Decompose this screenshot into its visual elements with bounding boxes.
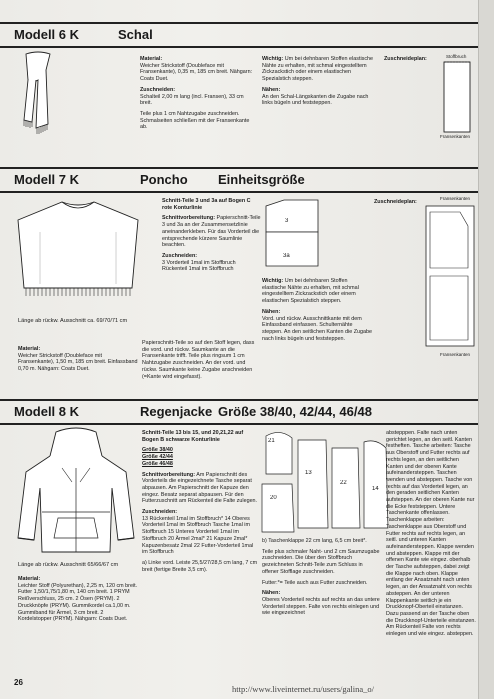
m7-piece-3a: 3a [283,253,290,259]
m7-text-col1 [162,198,262,338]
m8-size: Größe 38/40, 42/44, 46/48 [218,404,372,419]
m8-sewing-heading: Nähen: [262,590,281,597]
m6-cutting-plan [438,54,478,144]
m7-sewing-heading: Nähen: [262,308,281,315]
m7-name: Poncho [140,172,188,187]
watermark: http://www.liveinternet.ru/users/galina_o/ [232,684,375,694]
m6-plan-heading: Zuschneideplan: [384,56,427,62]
m6-sewing-text: An den Schal-Längskanten die Zugabe nach links bügeln und feststeppen. [262,93,369,107]
m8-part-0: 21 [268,438,275,444]
m6-name: Schal [118,27,153,42]
m6-important-heading: Wichtig: [262,56,284,62]
m6-material-text: Weicher Strickstoff (Doubleface mit Fransenkante), 0,35 m, 185 cm breit. Nähgarn: Coats Duet. [140,62,253,83]
m6-material-heading: Material: [140,56,163,62]
m7-plan-label-top: Fransenkanten [440,196,471,201]
m8-cut-text4: Teile plus schmaler Naht- und 2 cm Saumzugabe zuschneiden. Die über den Stoffbruch gezeichneten Schnitt-Teile zum Schluss in offener Stofflage zuschneiden. [262,548,380,575]
m6-text-col2 [262,56,379,126]
m6-cut-heading: Zuschneiden: [140,86,176,93]
m7-title: Modell 7 K [14,172,80,187]
m8-name: Regenjacke [140,404,213,419]
m7-plan-label-bottom: Fransenkanten [440,352,471,357]
m7-material-block [18,346,138,396]
m7-layout-note: Papierschnitt-Teile so auf den Stoff legen, dass die vord. und rückw. Saumkante an die Fransenkante trifft. Teile plus ringsum 1 cm Nahtzugabe zuschneiden. An der vord. und rückw. Saumkante keine Zugabe anschneiden (=Kante wird eingefasst). [142,340,255,380]
m6-text-col1 [140,56,257,156]
m8-lining-text: Futter:*= Teile auch aus Futter zuschneiden. [262,579,368,586]
m6-cut-text: Schalteil 2,00 m lang (incl. Fransen), 33 cm breit. [140,93,244,107]
m8-pattern-heading: Schnitt-Teile 13 bis 15, und 20,21,22 auf Bogen B schwarze Konturlinie [142,430,244,443]
m7-prep-text: Papierschnitt-Teile 3 und 3a an der Zusammensetzlinie aneinanderkleben. Für das Vorderteil die entsprechende kürzere Saumlinie beachten. [162,215,261,249]
m8-text-col3: abstepppen. Falte nach unten gerichtet legen, an den seitl. Kanten festheften. Tasche arbeiten: Tasche aus Oberstoff und Futter rechts auf rechts legen, an den seitlichen Kanten und der oberen Kante aufeinandersteppen. Taschen wenden und absteppen. Tasche von rechts auf das Vorderteil legen, an den geraden seitlichen Kanten aufsteppen. An der oberen Kante nur die Ecke feststeppen. Untere Taschenkante offenlassen. Taschenklappe arbeiten: Taschenklappe aus Oberstoff und Futter rechts auf rechts legen, an seitl. und unteren Kanten aufeinandersteppen. Klappe wenden und absteppen. Klappe mit der offenen Kante wie eingez. oberhalb der Tasche aufsteppen, dabei zeigt die Klappe nach oben. Klappe entlang der Ansatznaht nach unten legen, an der Ansatznaht von rechts absteppen. An der unteren Klappenkante seitlich je ein Druckknopf-Oberteil einstanzen. Dazu passend an der Tasche oben die Druckknopf-Unterteile einstanzen. Am Rückenteil Falte von rechts einlegen und wie eingez. absteppen. [386,430,476,638]
m7-prep-heading: Schnittvorbereitung: [162,215,216,222]
m8-part-3: 20 [270,495,277,501]
next-page-edge [478,0,494,699]
m8-prep-heading: Schnittvorbereitung: [142,471,196,478]
page-number: 26 [14,678,23,687]
m7-piece-3: 3 [285,218,289,224]
m7-text-col2 [262,278,372,378]
m7-sewing-text: Vord. und rückw. Ausschnittkante mit dem Einfassband einfassen. Schulternähte steppen. An den seitlichen Kanten die Zugabe nach links bügeln und feststeppen. [262,315,372,342]
m8-material-block [18,576,138,672]
m6-title: Modell 6 K [14,27,80,42]
rain-jacket-illustration [14,428,140,560]
m8-cut-heading: Zuschneiden: [142,509,178,516]
m8-cut-text3: b) Taschenklappe 22 cm lang, 6,5 cm breit*. [262,538,367,544]
m8-prep-text: Am Papierschnitt des Vorderteils die eingezeichnete Tasche separat abpausen. Am Papierschnitt der Kapuze den eingez. Besatz separat abpausen. Für den Futterzuschnitt am Rückenteil die Falte zulegen. [142,471,258,505]
m8-cut-text2: a) Linke vord. Leiste 25,5/27/28,5 cm lang, 7 cm breit (fertige Breite 3,5 cm). [142,559,258,573]
m8-part-2: 22 [340,480,347,486]
m7-plan-heading: Zuschneideplan: [374,199,417,205]
poncho-illustration [14,196,142,308]
m8-material-text: Leichter Stoff (Polyurethan), 2,25 m, 120 cm breit. Futter 1,50/1,75/1,80 m, 140 cm breit. 1 PRYM Reißverschluss, 25 cm. 2 Ösen (PRYM). 2 Druckknöpfe (PRYM). Gummikordel ca.1,00 m. Gummiband für Ärmel, 3 cm breit. 2 Kordelstopper (PRYM). Nähgarn: Coats Duet. [18,582,138,623]
m8-size2: Größe 42/44 [142,454,173,461]
m6-plan-label-top: Stoffbruch [446,54,467,59]
m6-sewing-heading: Nähen: [262,86,281,93]
m7-pattern-heading: Schnitt-Teile 3 und 3a auf Bogen C rote Konturlinie [162,198,251,211]
m8-text-col1 [142,430,258,678]
m8-part-1: 13 [305,470,312,476]
m7-material-text: Weicher Strickstoff (Doubleface mit Fransenkante), 1,50 m, 185 cm breit. Einfassband 0,70 m. Nähgarn: Coats Duet. [18,352,138,373]
m7-important-text: Um bei dehnbaren Stoffen elastische Nähte zu erhalten, mit schmal eingestelltem Zickzackstich oder einem elastischen Spezialstich steppen. [262,278,359,305]
m7-cutting-plan [420,204,478,352]
m8-sewing-text: Oberes Vorderteil rechts auf rechts an das untere Vorderteil steppen. Falte von rechts einlegen und wie eingezeichnet [262,596,380,617]
m6-plan-label-bottom: Fransenkanten [440,134,471,139]
scarf-illustration [18,50,58,140]
m8-text-col2 [262,538,380,678]
m7-important-heading: Wichtig: [262,278,284,284]
m7-caption: Länge ab rückw. Ausschnitt ca. 69/70/71 cm [18,318,128,324]
m8-title: Modell 8 K [14,404,80,419]
m7-material-heading: Material: [18,346,41,352]
m8-caption: Länge ab rückw. Ausschnitt 65/66/67 cm [18,562,119,568]
m8-size1: Größe 38/40 [142,447,173,454]
m8-cut-text: 13 Rückenteil 1mal im Stoffbruch* 14 Oberes Vorderteil 1mal im Stoffbruch Tasche 1mal im Stoffbruch 15 Unteres Vorderteil 1mal im Stoffbruch 20 Ärmel 2mal* 21 Kapuze 2mal* Kapuzenbesatz 2mal 22 Futter-Vorderteil 1mal im Stoffbruch [142,515,254,556]
m7-size: Einheitsgröße [218,172,305,187]
m6-important-text: Um bei dehnbaren Stoffen elastische Nähte zu erhalten, mit schmal eingestelltem Zickzackstich oder einem elastischen Spezialstich steppen. [262,56,374,83]
m8-size3: Größe 46/48 [142,460,173,467]
m6-cut-text2: Teile plus 1 cm Nahtzugabe zuschneiden. Schmalseiten schließen mit der Fransenkante ab. [140,110,250,131]
m7-cut-heading: Zuschneiden: [162,252,198,259]
m8-material-heading: Material: [18,576,41,582]
m7-cut-text: 3 Vorderteil 1mal im Stoffbruch Rückenteil 1mal im Stoffbruch [162,259,236,273]
m8-part-4: 14 [372,486,379,492]
